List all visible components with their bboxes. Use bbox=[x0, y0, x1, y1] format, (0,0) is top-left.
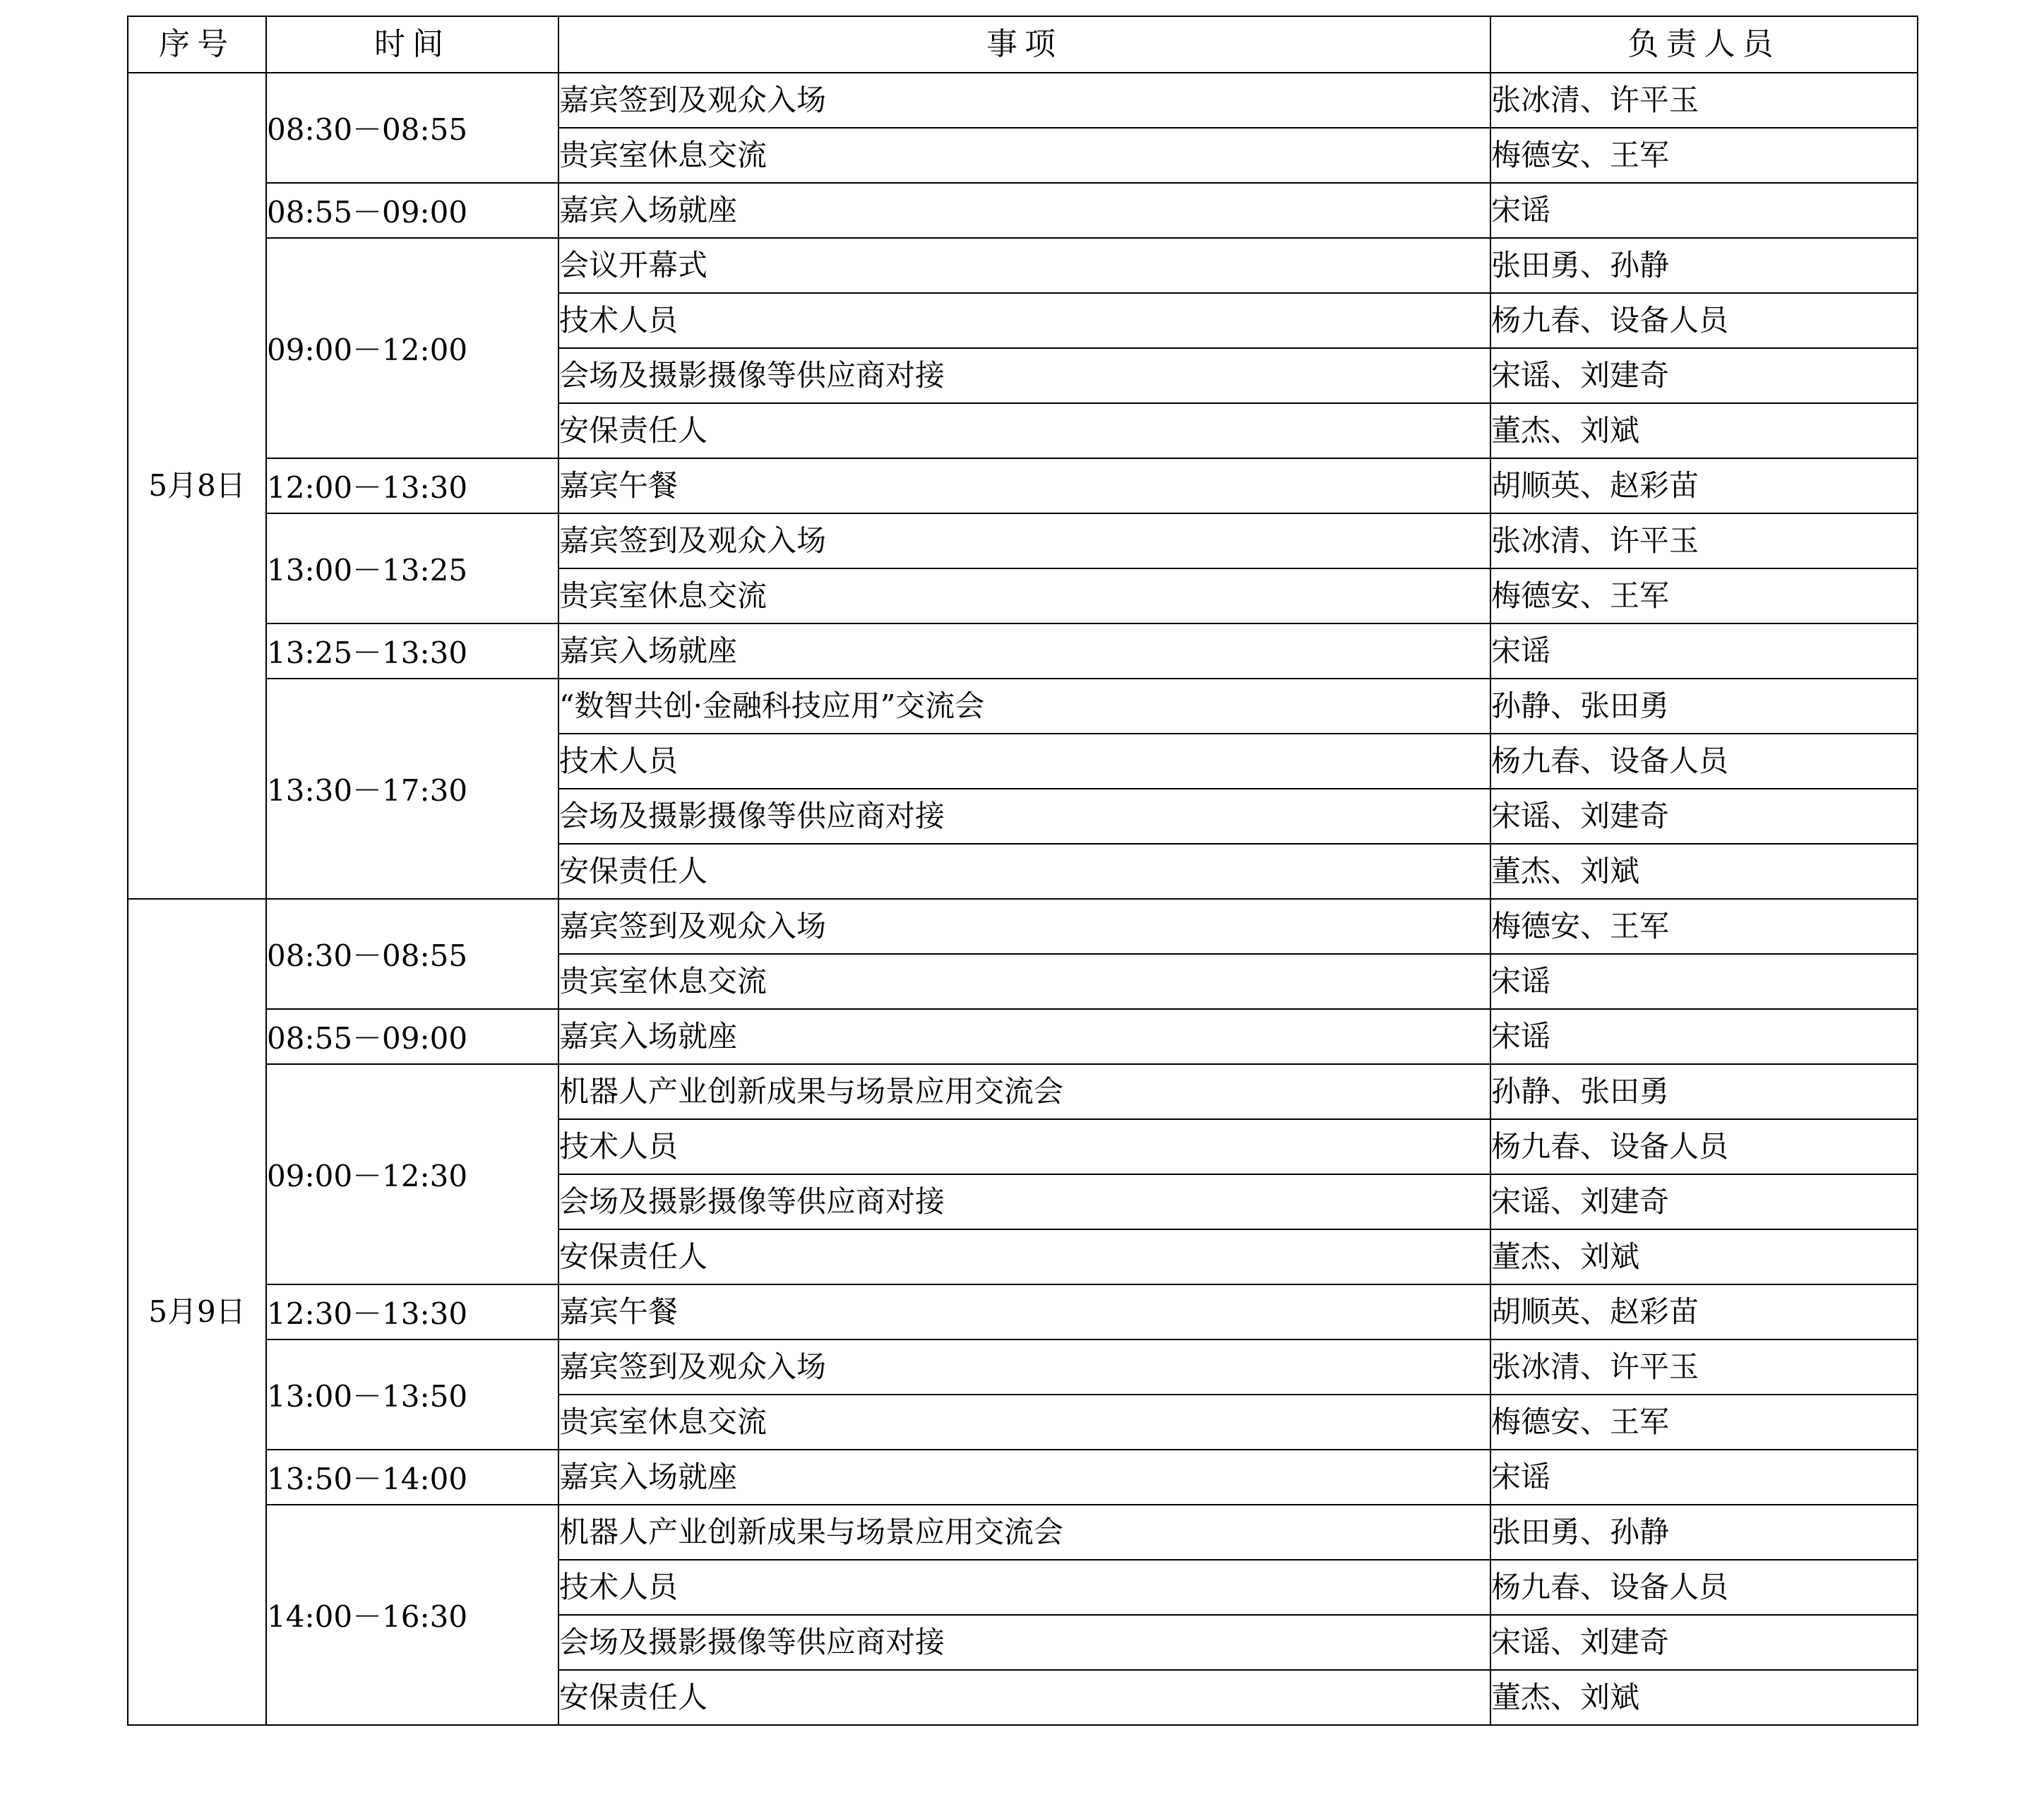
owner-cell: 宋谣 bbox=[1490, 954, 1918, 1009]
time-cell: 08:30－08:55 bbox=[266, 73, 558, 183]
item-cell: “数智共创·金融科技应用”交流会 bbox=[558, 679, 1490, 734]
owner-cell: 董杰、刘斌 bbox=[1490, 1229, 1918, 1284]
item-cell: 贵宾室休息交流 bbox=[558, 568, 1490, 623]
time-cell: 13:00－13:25 bbox=[266, 513, 558, 623]
table-row bbox=[128, 458, 1918, 513]
item-cell: 嘉宾午餐 bbox=[558, 1284, 1490, 1339]
owner-cell: 杨九春、设备人员 bbox=[1490, 734, 1918, 789]
item-cell: 技术人员 bbox=[558, 1560, 1490, 1615]
time-cell: 13:50－14:00 bbox=[266, 1450, 558, 1505]
table-row bbox=[128, 1339, 1918, 1395]
owner-cell: 张田勇、孙静 bbox=[1490, 238, 1918, 293]
item-cell: 安保责任人 bbox=[558, 1229, 1490, 1284]
table-row bbox=[128, 1505, 1918, 1560]
item-cell: 会场及摄影摄像等供应商对接 bbox=[558, 348, 1490, 403]
owner-cell: 张田勇、孙静 bbox=[1490, 1505, 1918, 1560]
owner-cell: 梅德安、王军 bbox=[1490, 128, 1918, 183]
item-cell: 会场及摄影摄像等供应商对接 bbox=[558, 1615, 1490, 1670]
time-cell: 12:00－13:30 bbox=[266, 458, 558, 513]
owner-cell: 宋谣 bbox=[1490, 183, 1918, 238]
item-cell: 会场及摄影摄像等供应商对接 bbox=[558, 789, 1490, 844]
owner-cell: 宋谣、刘建奇 bbox=[1490, 789, 1918, 844]
item-cell: 安保责任人 bbox=[558, 1670, 1490, 1725]
item-cell: 机器人产业创新成果与场景应用交流会 bbox=[558, 1064, 1490, 1119]
item-cell: 技术人员 bbox=[558, 293, 1490, 348]
table-row bbox=[128, 183, 1918, 238]
item-cell: 贵宾室休息交流 bbox=[558, 954, 1490, 1009]
owner-cell: 宋谣、刘建奇 bbox=[1490, 348, 1918, 403]
table-body bbox=[128, 73, 1918, 1725]
time-cell: 08:55－09:00 bbox=[266, 1009, 558, 1064]
table-row bbox=[128, 1009, 1918, 1064]
item-cell: 嘉宾入场就座 bbox=[558, 183, 1490, 238]
owner-cell: 梅德安、王军 bbox=[1490, 568, 1918, 623]
owner-cell: 董杰、刘斌 bbox=[1490, 1670, 1918, 1725]
table-row bbox=[128, 1064, 1918, 1119]
table-row bbox=[128, 238, 1918, 293]
time-cell: 14:00－16:30 bbox=[266, 1505, 558, 1725]
table-header-row bbox=[128, 16, 1918, 73]
time-cell: 09:00－12:00 bbox=[266, 238, 558, 458]
owner-cell: 孙静、张田勇 bbox=[1490, 1064, 1918, 1119]
time-cell: 08:30－08:55 bbox=[266, 899, 558, 1009]
item-cell: 安保责任人 bbox=[558, 403, 1490, 458]
owner-cell: 梅德安、王军 bbox=[1490, 899, 1918, 954]
owner-cell: 梅德安、王军 bbox=[1490, 1395, 1918, 1450]
owner-cell: 张冰清、许平玉 bbox=[1490, 513, 1918, 568]
column-header-time: 时间 bbox=[266, 16, 558, 73]
owner-cell: 董杰、刘斌 bbox=[1490, 844, 1918, 899]
table-row bbox=[128, 899, 1918, 954]
table-row bbox=[128, 513, 1918, 568]
item-cell: 嘉宾签到及观众入场 bbox=[558, 513, 1490, 568]
time-cell: 13:30－17:30 bbox=[266, 679, 558, 899]
owner-cell: 杨九春、设备人员 bbox=[1490, 1119, 1918, 1174]
time-cell: 12:30－13:30 bbox=[266, 1284, 558, 1339]
owner-cell: 张冰清、许平玉 bbox=[1490, 73, 1918, 128]
time-cell: 13:00－13:50 bbox=[266, 1339, 558, 1450]
item-cell: 嘉宾入场就座 bbox=[558, 623, 1490, 679]
item-cell: 嘉宾入场就座 bbox=[558, 1450, 1490, 1505]
item-cell: 贵宾室休息交流 bbox=[558, 128, 1490, 183]
item-cell: 嘉宾签到及观众入场 bbox=[558, 1339, 1490, 1395]
table-row bbox=[128, 623, 1918, 679]
item-cell: 嘉宾签到及观众入场 bbox=[558, 899, 1490, 954]
owner-cell: 杨九春、设备人员 bbox=[1490, 293, 1918, 348]
time-cell: 09:00－12:30 bbox=[266, 1064, 558, 1284]
table-row bbox=[128, 679, 1918, 734]
owner-cell: 杨九春、设备人员 bbox=[1490, 1560, 1918, 1615]
owner-cell: 宋谣、刘建奇 bbox=[1490, 1174, 1918, 1229]
table-row bbox=[128, 1284, 1918, 1339]
table-row bbox=[128, 73, 1918, 128]
day-label-cell: 5月8日 bbox=[128, 73, 266, 899]
owner-cell: 孙静、张田勇 bbox=[1490, 679, 1918, 734]
owner-cell: 宋谣、刘建奇 bbox=[1490, 1615, 1918, 1670]
owner-cell: 宋谣 bbox=[1490, 623, 1918, 679]
column-header-item: 事项 bbox=[558, 16, 1490, 73]
item-cell: 嘉宾入场就座 bbox=[558, 1009, 1490, 1064]
table-header bbox=[128, 16, 1918, 73]
owner-cell: 胡顺英、赵彩苗 bbox=[1490, 1284, 1918, 1339]
schedule-table bbox=[127, 16, 1918, 1726]
column-header-seq: 序号 bbox=[128, 16, 266, 73]
item-cell: 技术人员 bbox=[558, 734, 1490, 789]
owner-cell: 胡顺英、赵彩苗 bbox=[1490, 458, 1918, 513]
item-cell: 技术人员 bbox=[558, 1119, 1490, 1174]
time-cell: 13:25－13:30 bbox=[266, 623, 558, 679]
time-cell: 08:55－09:00 bbox=[266, 183, 558, 238]
item-cell: 贵宾室休息交流 bbox=[558, 1395, 1490, 1450]
item-cell: 嘉宾午餐 bbox=[558, 458, 1490, 513]
item-cell: 嘉宾签到及观众入场 bbox=[558, 73, 1490, 128]
item-cell: 会场及摄影摄像等供应商对接 bbox=[558, 1174, 1490, 1229]
item-cell: 机器人产业创新成果与场景应用交流会 bbox=[558, 1505, 1490, 1560]
owner-cell: 张冰清、许平玉 bbox=[1490, 1339, 1918, 1395]
day-label-cell: 5月9日 bbox=[128, 899, 266, 1725]
item-cell: 会议开幕式 bbox=[558, 238, 1490, 293]
owner-cell: 董杰、刘斌 bbox=[1490, 403, 1918, 458]
owner-cell: 宋谣 bbox=[1490, 1450, 1918, 1505]
owner-cell: 宋谣 bbox=[1490, 1009, 1918, 1064]
column-header-owner: 负责人员 bbox=[1490, 16, 1918, 73]
table-row bbox=[128, 1450, 1918, 1505]
item-cell: 安保责任人 bbox=[558, 844, 1490, 899]
